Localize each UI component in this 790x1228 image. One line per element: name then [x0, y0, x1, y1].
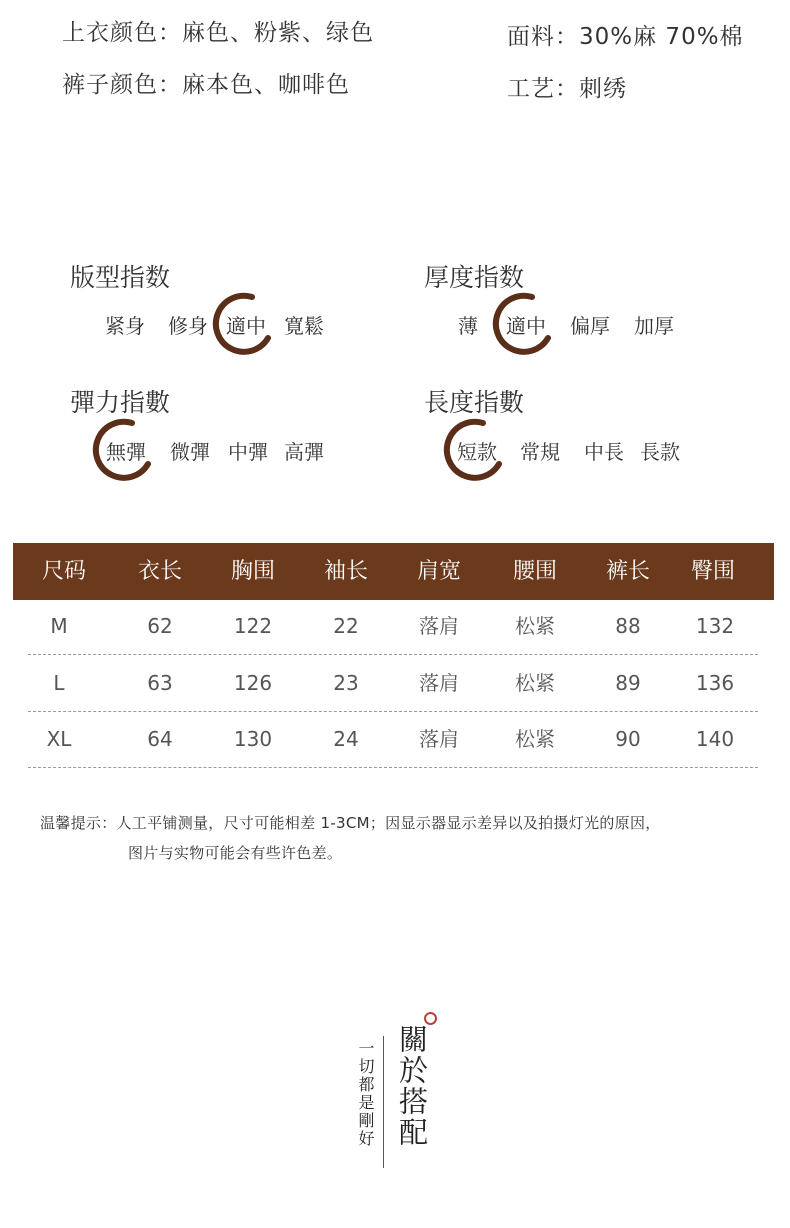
- fit-option: 修身: [168, 314, 208, 338]
- footer-divider: [383, 1036, 384, 1168]
- table-cell: 130: [233, 727, 273, 751]
- table-cell: 63: [147, 671, 173, 695]
- header-cell-size: 尺码: [41, 559, 86, 584]
- table-cell: 122: [233, 614, 273, 638]
- length-option: 長款: [640, 440, 680, 464]
- thickness-index-options: [0, 310, 790, 340]
- header-cell-pants-length: 裤长: [605, 559, 650, 584]
- fabric-spec: 面料：30%麻 70%棉: [507, 24, 744, 50]
- header-cell-length: 衣长: [137, 559, 182, 584]
- size-table-header: [13, 543, 774, 600]
- table-row: [28, 711, 758, 768]
- elasticity-option: 微彈: [170, 440, 210, 464]
- thickness-option: 偏厚: [570, 314, 610, 338]
- table-row: [28, 598, 758, 655]
- footer-logo: [340, 1010, 450, 1180]
- red-circle-icon: [424, 1012, 437, 1025]
- table-row: [28, 655, 758, 712]
- table-cell: 松紧: [515, 614, 555, 638]
- thickness-option: 加厚: [634, 314, 674, 338]
- table-cell: 24: [333, 727, 359, 751]
- note-line-1: 温馨提示：人工平铺测量，尺寸可能相差 1-3CM；因显示器显示差异以及拍摄灯光的原因，: [40, 814, 661, 832]
- thickness-index-title: 厚度指数: [424, 263, 525, 292]
- table-cell: 88: [615, 614, 641, 638]
- table-cell: 落肩: [419, 614, 459, 638]
- header-cell-chest: 胸围: [230, 559, 275, 584]
- length-option: 中長: [584, 440, 624, 464]
- table-cell: 90: [615, 727, 641, 751]
- table-cell: 落肩: [419, 727, 459, 751]
- table-cell: 64: [147, 727, 173, 751]
- index-section: [0, 0, 790, 520]
- footer-title: 關於搭配: [395, 1024, 429, 1148]
- table-cell: 落肩: [419, 671, 459, 695]
- length-option-selected: 短款: [457, 440, 497, 464]
- fit-option: 寛鬆: [284, 314, 324, 338]
- thickness-option-selected: 適中: [506, 314, 546, 338]
- table-cell: 22: [333, 614, 359, 638]
- craft-spec: 工艺：刺绣: [507, 76, 627, 102]
- header-cell-shoulder: 肩宽: [416, 559, 461, 584]
- table-cell: XL: [46, 727, 72, 751]
- fit-option-selected: 適中: [226, 314, 266, 338]
- table-cell: 62: [147, 614, 173, 638]
- top-color-spec: 上衣颜色：麻色、粉紫、绿色: [62, 20, 374, 46]
- table-cell: 23: [333, 671, 359, 695]
- selected-ring-icon: [443, 418, 507, 482]
- thickness-option: 薄: [458, 314, 478, 338]
- elasticity-option-selected: 無彈: [106, 440, 146, 464]
- table-cell: 89: [615, 671, 641, 695]
- elasticity-option: 高彈: [284, 440, 324, 464]
- length-index-options: [0, 436, 790, 466]
- length-option: 常規: [520, 440, 560, 464]
- fit-option: 紧身: [105, 314, 145, 338]
- pants-color-spec: 裤子颜色：麻本色、咖啡色: [62, 72, 350, 98]
- table-cell: 136: [695, 671, 735, 695]
- elasticity-index-title: 彈力指數: [70, 388, 171, 417]
- table-cell: 132: [695, 614, 735, 638]
- header-cell-sleeve: 袖长: [323, 559, 368, 584]
- header-cell-hip: 臀围: [690, 559, 735, 584]
- selected-ring-icon: [492, 292, 556, 356]
- header-cell-waist: 腰围: [512, 559, 557, 584]
- table-cell: M: [50, 614, 68, 638]
- table-cell: 松紧: [515, 671, 555, 695]
- table-cell: L: [53, 671, 65, 695]
- table-cell: 140: [695, 727, 735, 751]
- fit-index-title: 版型指数: [70, 263, 171, 292]
- footer-slogan: 一切都是剛好: [356, 1040, 375, 1148]
- length-index-title: 長度指數: [424, 388, 525, 417]
- table-cell: 126: [233, 671, 273, 695]
- table-cell: 松紧: [515, 727, 555, 751]
- note-line-2: 图片与实物可能会有些许色差。: [128, 844, 343, 862]
- elasticity-option: 中彈: [228, 440, 268, 464]
